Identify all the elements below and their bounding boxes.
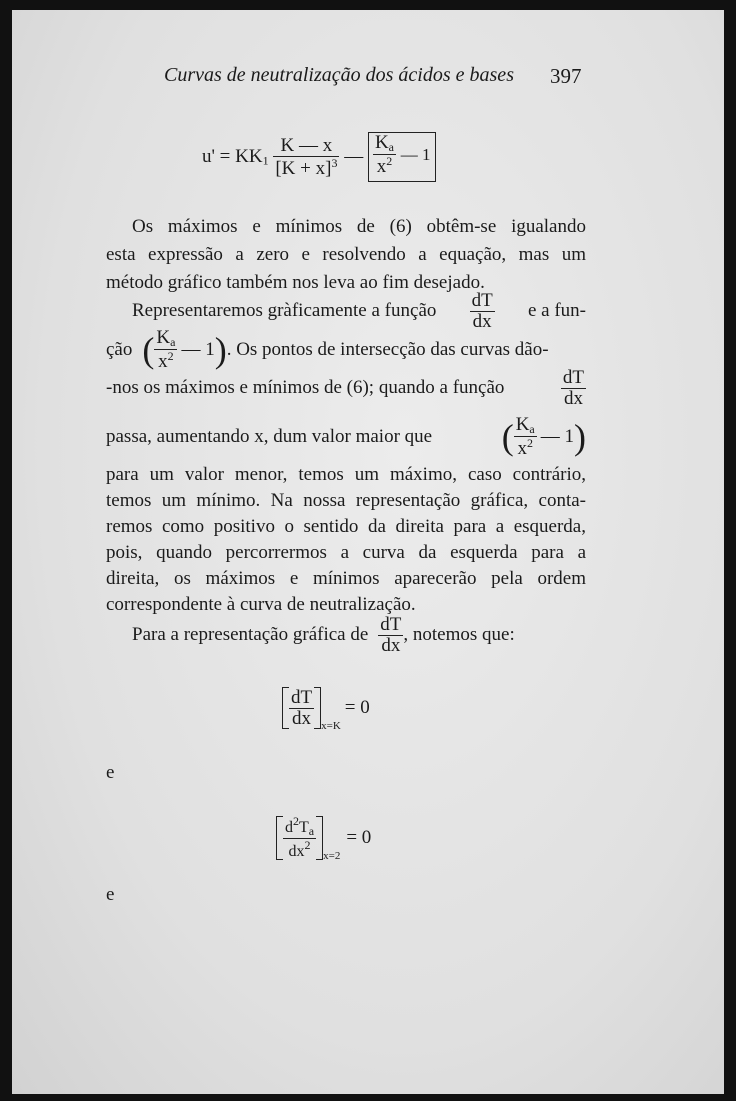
frac-2-num-text: K [156, 327, 171, 349]
eq1-frac-den-text: [K + x] [275, 157, 332, 179]
paren-close-1: ) [214, 330, 227, 370]
eq2-bracket-left [282, 687, 289, 729]
eq1-bracket-den [373, 155, 396, 177]
p2-l4-pre: passa, aumentando x, dum valor maior que [106, 426, 433, 447]
p3-pre: Para a representação gráfica de [132, 624, 369, 645]
p2-l1-post: e a fun- [527, 300, 586, 321]
equation-dT-dx-zero [282, 678, 442, 738]
p2-line-5: para um valor menor, temos um máximo, caso contrário, [106, 464, 586, 485]
equation-second-derivative-zero [276, 808, 436, 868]
eq1-bracket-num-text: K [374, 132, 389, 153]
eq3-subscript: x=2 [323, 850, 341, 862]
eq3-num-T-sub: a [308, 824, 315, 839]
eq3-bracket-left [276, 816, 283, 860]
frac-5-den: dx [381, 634, 401, 656]
eq1-bracket-den-sup: 2 [386, 153, 393, 168]
eq2-rhs: = 0 [344, 697, 370, 718]
frac-1-num: dT [471, 289, 493, 311]
eq1-frac-den [273, 157, 339, 179]
eq2-bracket-right [314, 687, 321, 729]
eq2-fraction [289, 688, 314, 729]
frac-4-den-text: x [517, 437, 527, 459]
frac-2-num [154, 328, 177, 350]
eq1-bracket-frac [373, 133, 396, 177]
p2-line-10: correspondente à curva de neutralização. [106, 594, 416, 615]
frac-3-den: dx [563, 387, 583, 409]
p1-line-3: método gráfico também nos leva ao fim desejado. [106, 272, 485, 293]
frac-2-num-sub: a [170, 335, 176, 350]
p2-line-1 [132, 290, 586, 332]
eq3-fraction [283, 815, 316, 860]
p1-line-2: esta expressão a zero e resolvendo a equação, mas um [106, 244, 586, 265]
frac-4-num-sub: a [529, 422, 535, 437]
minus-one-2: — 1 [540, 426, 574, 447]
p2-line-8: pois, quando percorrermos a curva da esquerda para a [106, 542, 586, 563]
frac-5-num: dT [380, 613, 402, 635]
eq1-frac-num: K — x [273, 136, 339, 157]
frac-3-num: dT [562, 366, 584, 388]
running-header [164, 58, 604, 88]
frac-4-den-sup: 2 [526, 435, 533, 450]
paren-open-2: ( [501, 417, 514, 457]
eq3-den-text: dx [288, 842, 305, 860]
book-page [12, 10, 724, 1094]
eq1-bracket-num [373, 133, 396, 155]
eq1-den-sup: 3 [331, 155, 338, 170]
frac-4-num-text: K [515, 414, 530, 436]
p2-l1-pre: Representaremos gràficamente a função [132, 300, 437, 321]
eq1-minus: — [344, 146, 364, 167]
page-number: 397 [550, 64, 582, 88]
dT-dx-fraction-2 [561, 368, 586, 409]
conjunction-e-1: e [106, 762, 115, 783]
frac-1-den: dx [472, 310, 492, 332]
p2-line-7: remos como positivo o sentido da direita para a esquerda, [106, 516, 586, 537]
eq3-den-sup: 2 [304, 837, 311, 852]
conjunction-e-2: e [106, 884, 115, 905]
eq2-subscript: x=K [321, 720, 341, 732]
paren-close-2: ) [574, 417, 586, 457]
eq3-num [283, 815, 316, 839]
frac-2-den-text: x [158, 350, 168, 372]
p2-line-6: temos um mínimo. Na nossa representação gráfica, conta- [106, 490, 586, 511]
eq3-num-d: d [285, 819, 293, 837]
eq3-den [283, 839, 316, 861]
frac-4-num [514, 415, 537, 437]
eq3-rhs: = 0 [346, 827, 372, 848]
eq3-bracket-right [316, 816, 323, 860]
eq1-bracket-num-sub: a [388, 140, 394, 154]
eq1-fraction [273, 136, 339, 179]
p2-line-9: direita, os máximos e mínimos aparecerão pela ordem [106, 568, 586, 589]
bracket-group-2 [502, 415, 586, 459]
frac-4-den [514, 437, 537, 459]
eq1-bracket-tail: — 1 [400, 144, 431, 164]
header-title: Curvas de neutralização dos ácidos e bases [164, 64, 514, 86]
frac-2-den-sup: 2 [167, 348, 174, 363]
paren-open-1: ( [142, 330, 155, 370]
eq2-den: dx [292, 707, 312, 729]
eq2-num: dT [291, 686, 313, 708]
eq1-k1-sub: 1 [262, 153, 269, 168]
p2-line-3 [106, 366, 586, 410]
eq3-num-T: T [299, 819, 309, 837]
p3-post: , notemos que: [403, 624, 515, 645]
p2-line-4 [106, 412, 586, 462]
eq1-bracket [368, 132, 436, 182]
eq1-lhs: u' = KK [202, 146, 263, 167]
eq1-bracket-den-text: x [376, 155, 387, 177]
dT-dx-fraction-1 [470, 291, 495, 332]
Ka-x2-fraction-2 [514, 415, 537, 459]
equation-u-prime [202, 132, 502, 192]
minus-one-1: — 1 [181, 339, 215, 360]
p3-line-1 [132, 610, 586, 660]
p1-line-1: Os máximos e mínimos de (6) obtêm-se igualando [132, 216, 586, 237]
eq3-num-sup: 2 [293, 814, 299, 829]
p2-l2-post: . Os pontos de intersecção das curvas dão- [226, 339, 549, 360]
dT-dx-fraction-3 [378, 615, 403, 656]
p2-l2-pre: ção [106, 339, 133, 360]
p2-l3-pre: -nos os máximos e mínimos de (6); quando a função [106, 377, 505, 398]
